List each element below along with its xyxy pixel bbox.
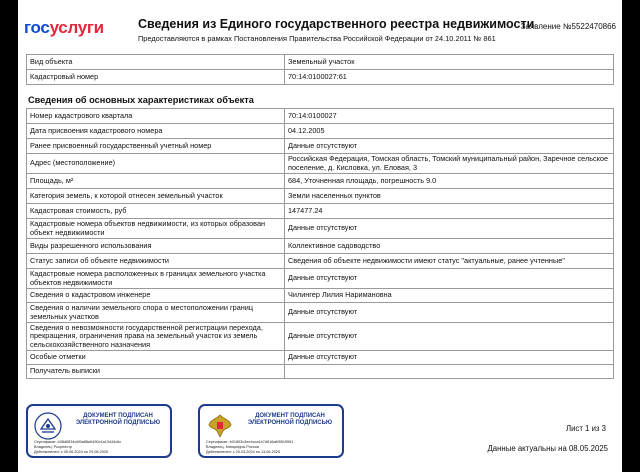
table-row [27,154,614,174]
table-row [27,70,614,85]
object-type-table [26,54,614,85]
stamp-valid: Действителен: с 20.03.2024 по 13.06.2025 [206,449,281,454]
stamp-title: ДОКУМЕНТ ПОДПИСАН ЭЛЕКТРОННОЙ ПОДПИСЬЮ [75,413,161,426]
document-subtitle: Предоставляются в рамках Постановления Правительства Российской Федерации от 24.10.2011 № 861 [138,34,496,43]
table-row [27,174,614,189]
row-label: Кадастровые номера расположенных в границах земельного участка объектов недвижимости [27,269,285,289]
table-row [27,109,614,124]
row-value: Данные отсутствуют [285,323,614,351]
table-row [27,303,614,323]
stamp-cert: Сертификат: b38d5834c6f0a88a0490c1a13444c6c [34,440,122,444]
table-row [27,254,614,269]
row-value [285,365,614,379]
stamp-cert: Сертификат: b01893c3ee4cca1b7d516a6f5519551 [206,440,294,444]
stamp-owner: Владелец: Росреестр [34,444,73,449]
row-label: Сведения о кадастровом инженере [27,289,285,303]
row-label: Статус записи об объекте недвижимости [27,254,285,269]
table-row [27,204,614,219]
row-label: Кадастровые номера объектов недвижимости, из которых образован объект недвижимости [27,219,285,239]
row-label: Адрес (местоположение) [27,154,285,174]
document-header [18,0,622,50]
row-label: Ранее присвоенный государственный учетный номер [27,139,285,154]
signature-stamp-rosreestr [26,404,172,458]
stamp-details [206,440,293,454]
row-value: 70:14:0100027 [285,109,614,124]
row-value: Данные отсутствуют [285,219,614,239]
table-row [27,139,614,154]
data-actual-date: Данные актуальны на 08.05.2025 [487,444,608,453]
row-value: Данные отсутствуют [285,303,614,323]
table-row [27,269,614,289]
row-label: Категория земель, к которой отнесен земельный участок [27,189,285,204]
row-label: Виды разрешенного использования [27,239,285,254]
row-label: Вид объекта [27,55,285,70]
table-row [27,289,614,303]
row-value: Земельный участок [285,55,614,70]
row-label: Получатель выписки [27,365,285,379]
document-page [18,0,622,472]
stamp-details [34,440,121,454]
row-value: Российская Федерация, Томская область, Томский муниципальный район, Заречное сельское поселение, д. Кисловка, ул. Еловая, 3 [285,154,614,174]
row-value: 70:14:0100027:61 [285,70,614,85]
table-row [27,55,614,70]
section-title: Сведения об основных характеристиках объекта [28,95,254,105]
coat-of-arms-icon [205,411,235,441]
document-footer [18,398,622,472]
row-label: Номер кадастрового квартала [27,109,285,124]
row-label: Кадастровый номер [27,70,285,85]
rosreestr-emblem-icon [33,411,63,441]
row-value: Коллективное садоводство [285,239,614,254]
row-value: 147477.24 [285,204,614,219]
table-row [27,124,614,139]
stamp-valid: Действителен: с 05.06.2024 по 29.08.2025 [34,449,109,454]
table-row [27,189,614,204]
stamp-owner: Владелец: Минцифры России [206,444,259,449]
document-title: Сведения из Единого государственного реестра недвижимости [138,17,535,31]
row-value: Чилингер Лилия Наримановна [285,289,614,303]
row-label: Особые отметки [27,351,285,365]
signature-stamp-mintsifry [198,404,344,458]
statement-number: Заявление №5522470866 [520,22,616,31]
row-label: Сведения о невозможности государственной регистрации перехода, прекращения, ограничения права на земельный участок из земель сельскохозяйственного назначения [27,323,285,351]
table-row [27,351,614,365]
table-row [27,239,614,254]
row-value: Земли населенных пунктов [285,189,614,204]
row-value: 684, Уточненная площадь, погрешность 9.0 [285,174,614,189]
row-value: Данные отсутствуют [285,139,614,154]
sheet-number: Лист 1 из 3 [565,424,606,433]
row-value: Данные отсутствуют [285,269,614,289]
gosuslugi-logo: госуслуги [24,18,104,37]
row-label: Сведения о наличии земельного спора о местоположении границ земельных участков [27,303,285,323]
stamp-title: ДОКУМЕНТ ПОДПИСАН ЭЛЕКТРОННОЙ ПОДПИСЬЮ [247,413,333,426]
table-row [27,365,614,379]
table-row [27,323,614,351]
row-label: Площадь, м² [27,174,285,189]
row-label: Кадастровая стоимость, руб [27,204,285,219]
row-value: 04.12.2005 [285,124,614,139]
row-value: Данные отсутствуют [285,351,614,365]
table-row [27,219,614,239]
row-label: Дата присвоения кадастрового номера [27,124,285,139]
characteristics-table [26,108,614,379]
row-value: Сведения об объекте недвижимости имеют статус "актуальные, ранее учтенные" [285,254,614,269]
